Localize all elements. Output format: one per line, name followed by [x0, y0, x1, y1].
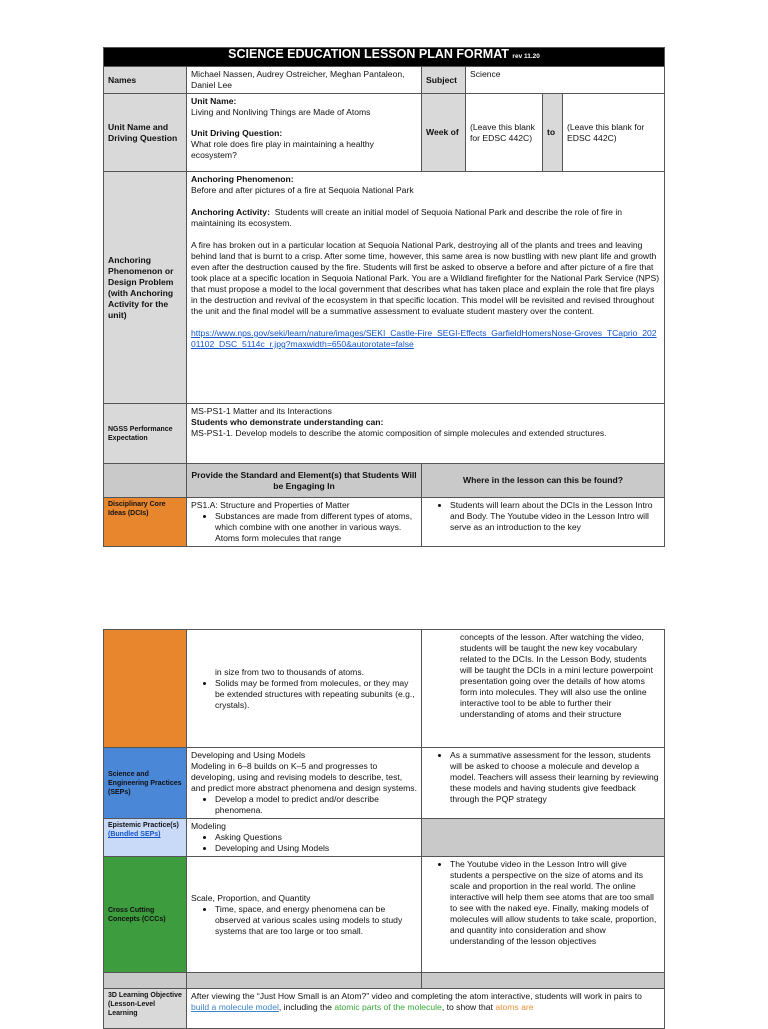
sep-heading: Developing and Using Models	[191, 750, 306, 760]
dci-continued-text: in size from two to thousands of atoms.	[215, 666, 365, 677]
anchoring-phenomenon: Before and after pictures of a fire at Sequoia National Park	[191, 185, 414, 195]
epistemic-where-cell	[422, 819, 665, 857]
bundled-seps-link[interactable]: (Bundled SEPs)	[108, 831, 161, 838]
dci-cell-continued	[187, 630, 422, 748]
sep-cell	[187, 748, 422, 819]
week-label: Week of	[422, 94, 466, 172]
ccc-label: Cross Cutting Concepts (CCCs)	[104, 857, 187, 973]
dci-where-continued: concepts of the lesson. After watching the video, students will be taught the new key vocabulary related to the DCIs. In the Lesson Body, students will be taught the DCIs in a mini lecture powerpoint presentation going over the details of how atoms form into molecules. They will also use the online interactive tool to be able to further their understanding of atoms and their structure	[422, 630, 665, 748]
week-value: (Leave this blank for EDSC 442C)	[466, 94, 543, 172]
unit-label: Unit Name and Driving Question	[104, 94, 187, 172]
ccc-bullet: • Time, space, and energy phenomena can be observed at various scales using models to study systems that are too large or too small.	[215, 904, 417, 937]
ccc-where-cell	[422, 857, 665, 973]
ngss-label: NGSS Performance Expectation	[104, 404, 187, 464]
to-label: to	[543, 94, 563, 172]
unit-cell	[187, 94, 422, 172]
objective-cell: After viewing the “Just How Small is an Atom?” video and completing the atom interactive, students will work in pairs to build a molecule model, including the atomic parts of the molecule, to show that atoms are	[187, 989, 665, 1029]
ngss-line-1: MS-PS1-1 Matter and its Interactions	[191, 406, 332, 416]
epistemic-bullet: • Developing and Using Models	[215, 843, 417, 854]
sep-text: Modeling in 6–8 builds on K–5 and progresses to developing, using and revising models to describe, test, and predict more abstract phenomena and design systems.	[191, 761, 417, 793]
anchoring-label: Anchoring Phenomenon or Design Problem (with Anchoring Activity for the unit)	[104, 172, 187, 404]
atomic-parts-text: atomic parts of the molecule	[334, 1002, 442, 1012]
epistemic-label-cell	[104, 819, 187, 857]
anchoring-activity: Anchoring Activity: Students will create an initial model of Sequoia National Park and describe the role of fire in maintaining its ecosystem.	[191, 207, 623, 228]
lesson-plan-table-page1	[103, 47, 665, 547]
dci-heading: PS1.A: Structure and Properties of Matter	[191, 500, 350, 510]
epistemic-heading: Modeling	[191, 821, 226, 831]
revision-label: rev 11.20	[512, 53, 540, 60]
ngss-cell	[187, 404, 665, 464]
subject-value: Science	[466, 67, 665, 94]
dci-where: • Students will learn about the DCIs in the Lesson Intro and Body. The Youtube video in the Lesson Intro will serve as an introduction to the key	[450, 500, 660, 533]
ngss-line-2: Students who demonstrate understanding can:	[191, 417, 384, 427]
sep-where-cell	[422, 748, 665, 819]
ccc-heading: Scale, Proportion, and Quantity	[191, 892, 311, 903]
names-value: Michael Nassen, Audrey Ostreicher, Meghan Pantaleon, Daniel Lee	[187, 67, 422, 94]
ccc-where: • The Youtube video in the Lesson Intro will give students a perspective on the size of atoms and its scale and proportion in the real world. The online interactive will help them see atoms that are too small to see with the naked eye. Finally, making models of molecules will allow students to take scale, proportion, and quantity into consideration and show understanding of the lesson objectives	[450, 859, 660, 947]
dci-where-cell	[422, 498, 665, 547]
dci-bullet-2: • Solids may be formed from molecules, or they may be extended structures with repeating subunits (e.g., crystals).	[215, 678, 417, 711]
atoms-are-text: atoms are	[495, 1002, 534, 1012]
sep-bullet: • Develop a model to predict and/or describe phenomena.	[215, 794, 417, 816]
epistemic-cell	[187, 819, 422, 857]
title-row	[104, 48, 665, 67]
lesson-plan-table-page2	[103, 629, 665, 1029]
standard-column-header: Provide the Standard and Element(s) that Students Will be Engaging In	[187, 464, 422, 498]
anchoring-image-link[interactable]: https://www.nps.gov/seki/learn/nature/images/SEKI_Castle-Fire_SEGI-Effects_GarfieldHomersNose-Groves_TCaprio_20201102_DSC_5114c_r.jpg?maxwidth=650&autorotate=false	[191, 328, 657, 349]
to-value: (Leave this blank for EDSC 442C)	[563, 94, 665, 172]
anchoring-paragraph: A fire has broken out in a particular location at Sequoia National Park, destroying all of the plants and trees and leaving behind land that is burnt to a crisp. After some time, however, this same area is now bustling with new plant life and growth even after the destruction caused by the fire. Students will first be asked to observe a before and after picture of a fire that took place at a specific location in Sequoia National Park. You are a Wildland firefighter for the National Park Service (NPS) that must propose a model to the local government that describes what has taken place and explain the role that fire plays in the destruction and revival of the ecosystem in that specific location. This model will be revisited and revised throughout the unit and the final model will be a summative assessment to evaluate student mastery over the content.	[191, 240, 660, 316]
anchoring-phenomenon-heading: Anchoring Phenomenon:	[191, 174, 294, 184]
sep-label: Science and Engineering Practices (SEPs)	[104, 748, 187, 819]
dci-label: Disciplinary Core Ideas (DCIs)	[104, 498, 187, 547]
dci-cell	[187, 498, 422, 547]
page-title: SCIENCE EDUCATION LESSON PLAN FORMAT rev 11.20	[104, 48, 665, 67]
subject-label: Subject	[422, 67, 466, 94]
objective-label: 3D Learning Objective (Lesson-Level Learning	[104, 989, 187, 1029]
epistemic-label: Epistemic Practice(s)	[108, 822, 179, 829]
driving-question-heading: Unit Driving Question:	[191, 128, 283, 138]
epistemic-bullet: • Asking Questions	[215, 832, 417, 843]
names-label: Names	[104, 67, 187, 94]
ngss-line-3: MS-PS1-1. Develop models to describe the atomic composition of simple molecules and extended structures.	[191, 428, 607, 438]
dci-label-continued	[104, 630, 187, 748]
where-column-header: Where in the lesson can this be found?	[422, 464, 665, 498]
molecule-model-text: build a molecule model	[191, 1002, 279, 1012]
driving-question: What role does fire play in maintaining a healthy ecosystem?	[191, 139, 374, 160]
dci-bullet: • Substances are made from different types of atoms, which combine with one another in various ways. Atoms form molecules that range	[215, 511, 417, 544]
unit-name: Living and Nonliving Things are Made of Atoms	[191, 107, 371, 117]
ccc-cell	[187, 857, 422, 973]
anchoring-cell	[187, 172, 665, 404]
sep-where: • As a summative assessment for the lesson, students will be asked to choose a molecule and develop a model. Teachers will assess their learning by reviewing these models and having students give feedback through the PQP strategy	[450, 750, 660, 805]
unit-name-heading: Unit Name:	[191, 96, 237, 106]
